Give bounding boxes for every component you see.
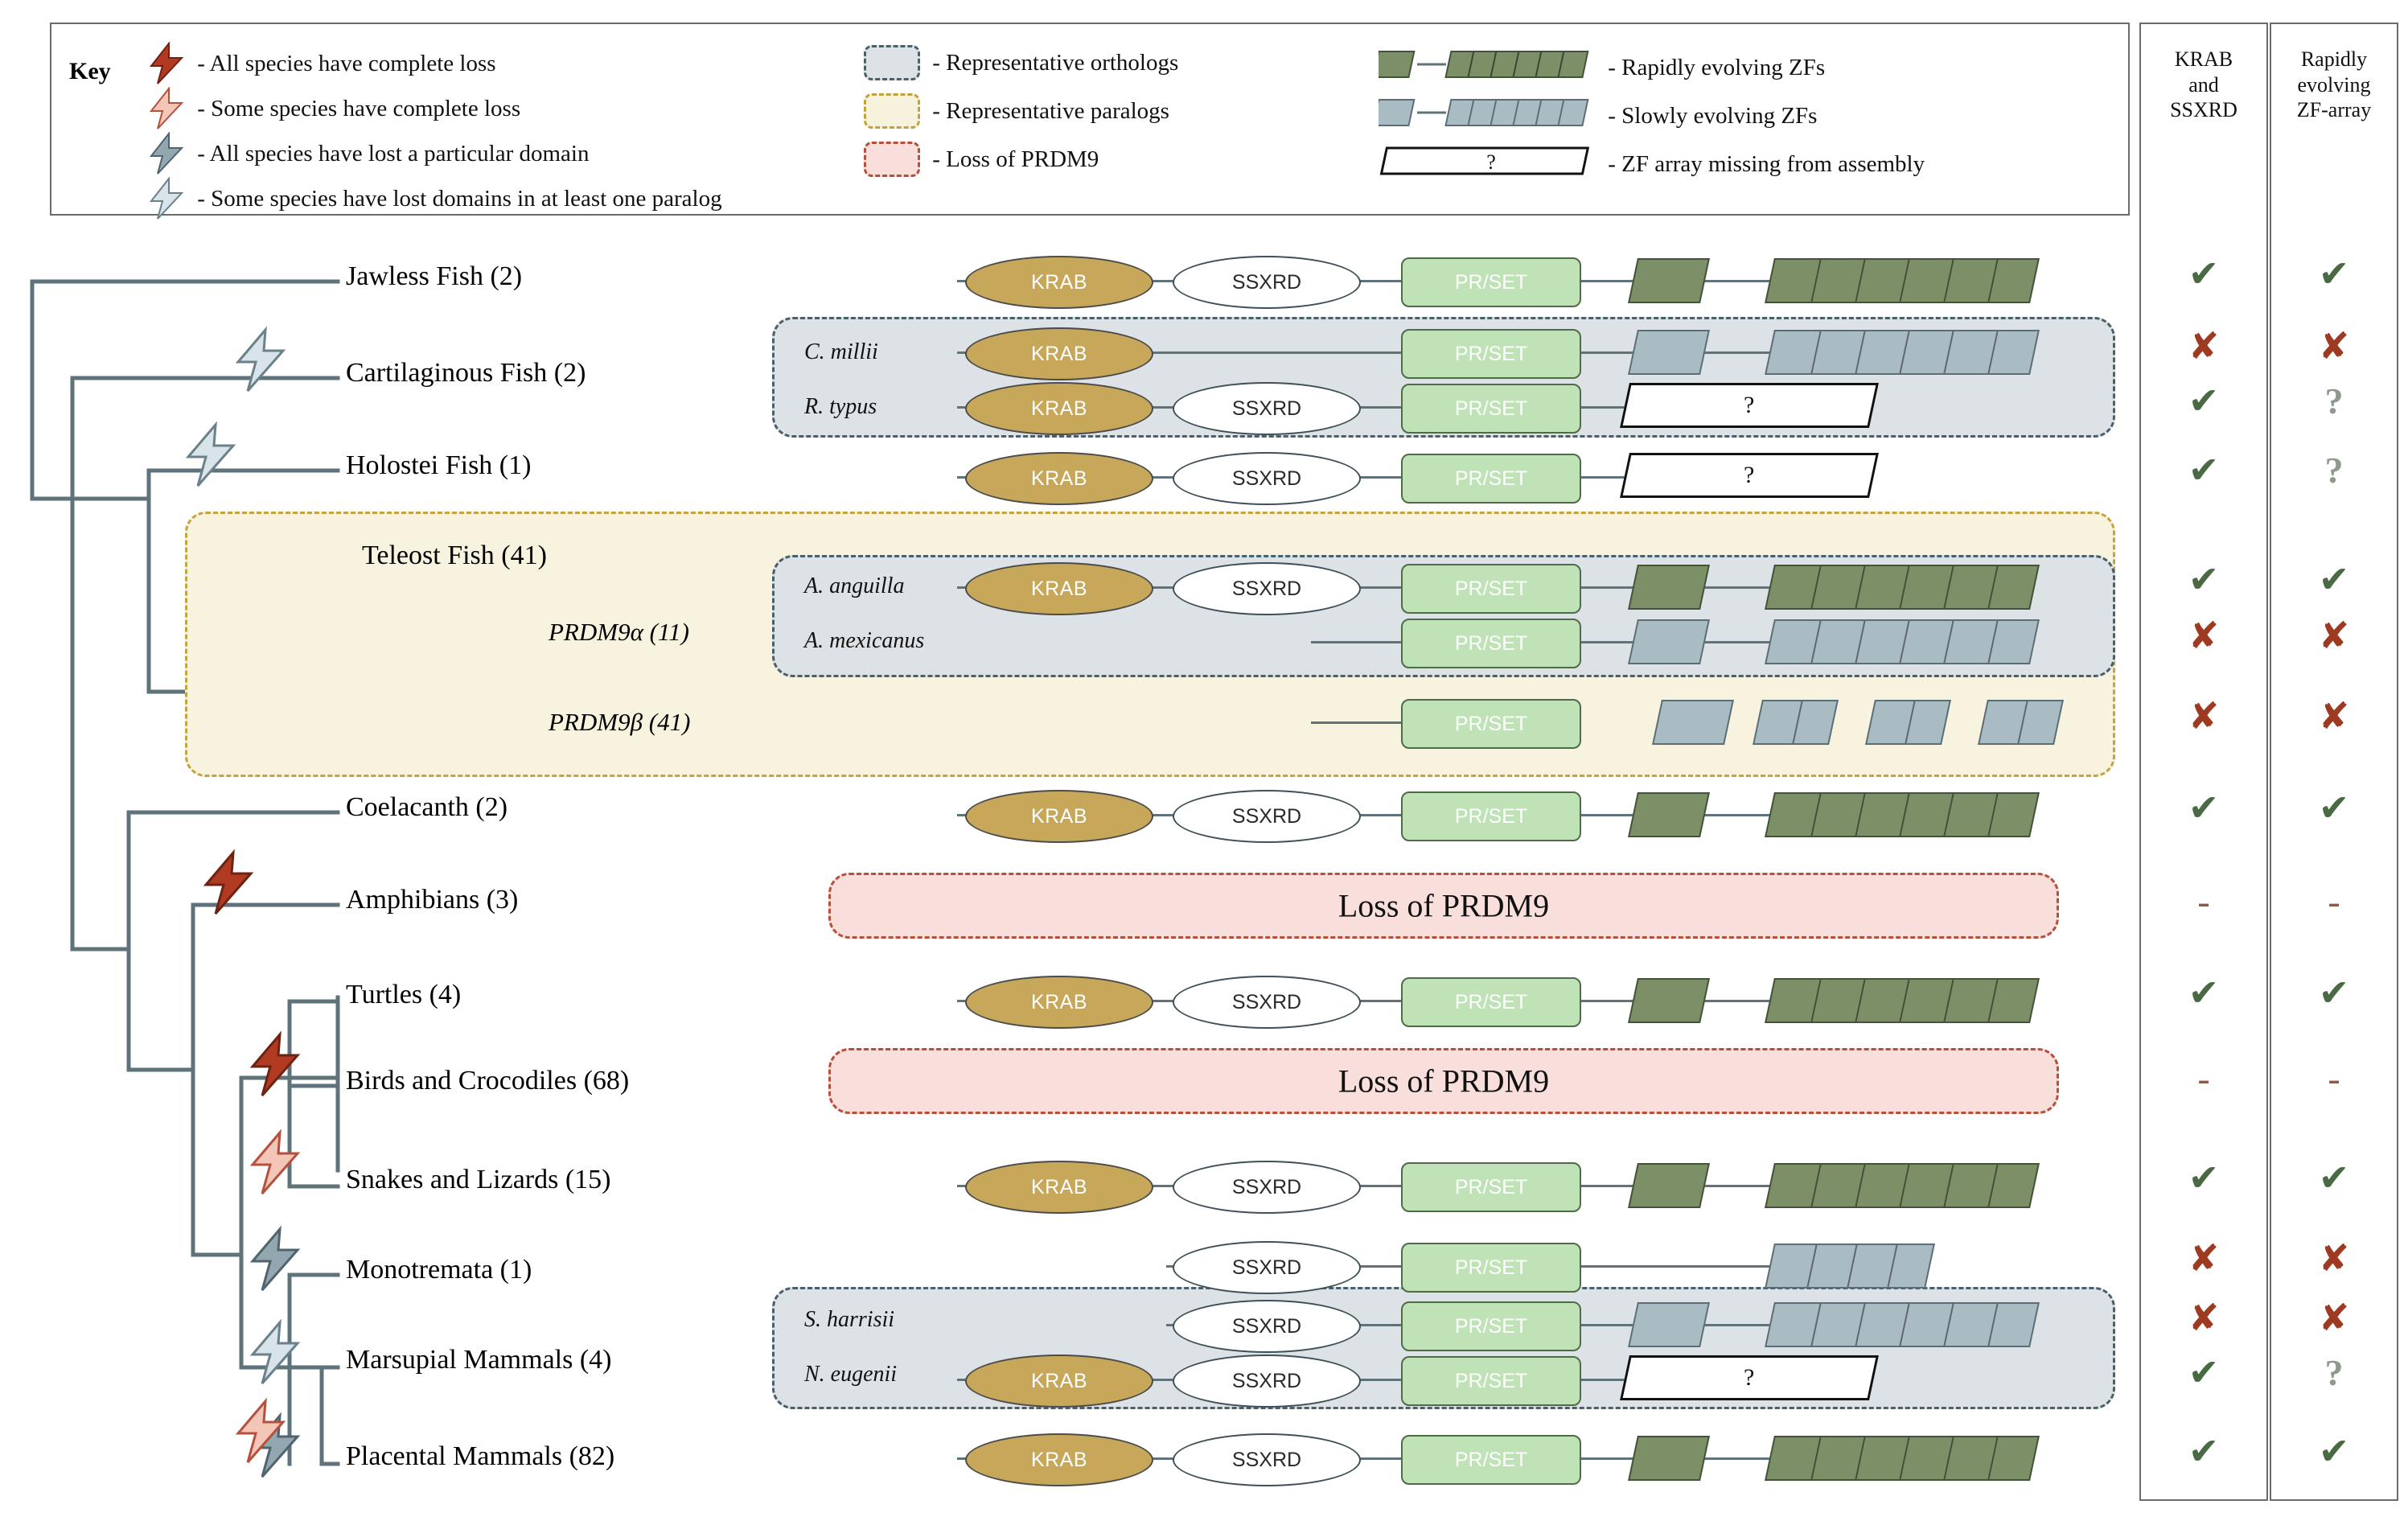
zf-array-slow bbox=[1765, 1302, 2040, 1347]
zf-array-slow bbox=[1765, 619, 2040, 664]
column-krab-ssxrd-header bbox=[2141, 24, 2266, 123]
key-item-all-complete-loss bbox=[148, 42, 496, 85]
column-header-line: KRAB bbox=[2174, 47, 2233, 71]
krab-domain: KRAB bbox=[965, 327, 1153, 380]
zf-block-fast bbox=[1628, 1436, 1710, 1481]
bolt-dark-red-icon bbox=[206, 853, 251, 914]
species-label-s-harrisii: S. harrisii bbox=[804, 1307, 895, 1332]
zf-block-fast bbox=[1628, 978, 1710, 1023]
mark-zf-prdm9b: ✘ bbox=[2318, 696, 2350, 737]
loss-banner-birds bbox=[828, 1048, 2059, 1114]
key-item-label: - Rapidly evolving ZFs bbox=[1608, 54, 1826, 80]
key-item-representative-paralogs bbox=[864, 93, 1169, 129]
zf-block-slow bbox=[1865, 700, 1951, 745]
loss-banner-text: Loss of PRDM9 bbox=[1338, 887, 1550, 924]
bolt-light-red-icon bbox=[253, 1133, 298, 1194]
svg-text:?: ? bbox=[1486, 150, 1496, 174]
swatch-orthologs-icon bbox=[864, 45, 920, 80]
zf-missing-icon bbox=[1379, 142, 1596, 187]
bolt-light-red-icon bbox=[148, 87, 185, 130]
zf-array-missing bbox=[1620, 1355, 1879, 1400]
mark-zf-amphibians: - bbox=[2328, 881, 2340, 922]
zf-block-fast bbox=[1628, 1163, 1710, 1208]
mark-zf-holostei: ? bbox=[2324, 450, 2344, 491]
mark-zf-r-typus: ? bbox=[2324, 380, 2344, 421]
key-item-loss-of-prdm9 bbox=[864, 142, 1099, 177]
krab-domain: KRAB bbox=[965, 562, 1153, 615]
column-header-line: ZF-array bbox=[2296, 98, 2372, 122]
krab-domain: KRAB bbox=[965, 382, 1153, 435]
key-item-representative-orthologs bbox=[864, 45, 1178, 80]
mark-zf-s-harrisii: ✘ bbox=[2318, 1297, 2350, 1338]
key-item-label: - All species have lost a particular domain bbox=[197, 140, 590, 166]
swatch-paralogs-icon bbox=[864, 93, 920, 129]
prset-domain: PR/SET bbox=[1401, 791, 1581, 841]
bolt-light-blue-icon bbox=[253, 1322, 298, 1383]
mark-zf-a-anguilla: ✔ bbox=[2318, 559, 2350, 600]
species-label-c-millii: C. millii bbox=[804, 339, 878, 364]
column-header-line: evolving bbox=[2297, 72, 2371, 97]
ssxrd-domain: SSXRD bbox=[1173, 790, 1361, 843]
zf-array-slow bbox=[1765, 1244, 1935, 1289]
domain-connector bbox=[1576, 1379, 1625, 1381]
zf-array-fast bbox=[1765, 792, 2040, 837]
key-item-label: - All species have complete loss bbox=[197, 50, 496, 76]
ssxrd-domain: SSXRD bbox=[1173, 1161, 1361, 1214]
taxon-label-prdm9-alpha: PRDM9α (11) bbox=[549, 618, 689, 646]
zf-array-fast bbox=[1765, 978, 2040, 1023]
zf-block-fast bbox=[1628, 792, 1710, 837]
key-item-label: - Some species have complete loss bbox=[197, 95, 521, 121]
bolt-dark-red-icon bbox=[253, 1034, 298, 1096]
taxon-label-amphibians: Amphibians (3) bbox=[346, 885, 519, 915]
zf-array-fast bbox=[1765, 565, 2040, 610]
prset-domain: PR/SET bbox=[1401, 454, 1581, 504]
mark-zf-snakes: ✔ bbox=[2318, 1157, 2350, 1198]
mark-krab-turtles: ✔ bbox=[2188, 972, 2220, 1013]
key-item-rapidly-evolving-zfs bbox=[1379, 45, 1825, 90]
mark-zf-monotremata: ✘ bbox=[2318, 1238, 2350, 1279]
loss-banner-amphibians bbox=[828, 873, 2059, 939]
bolt-light-blue-icon bbox=[238, 330, 283, 391]
zf-block-slow bbox=[1753, 700, 1839, 745]
swatch-loss-icon bbox=[864, 142, 920, 177]
mark-zf-placental: ✔ bbox=[2318, 1431, 2350, 1472]
key-item-label: - Loss of PRDM9 bbox=[932, 146, 1099, 172]
column-rapidly-evolving-zf-array bbox=[2270, 23, 2398, 1501]
key-item-zf-array-missing bbox=[1379, 142, 1925, 187]
zf-array-fast bbox=[1765, 1436, 2040, 1481]
mark-krab-a-anguilla: ✔ bbox=[2188, 559, 2220, 600]
prset-domain: PR/SET bbox=[1401, 1435, 1581, 1485]
ssxrd-domain: SSXRD bbox=[1173, 976, 1361, 1029]
zf-array-missing bbox=[1620, 453, 1879, 498]
zf-missing-label: ? bbox=[1744, 392, 1755, 418]
mark-zf-a-mexicanus: ✘ bbox=[2318, 615, 2350, 656]
prset-domain: PR/SET bbox=[1401, 1162, 1581, 1212]
mark-zf-jawless: ✔ bbox=[2318, 253, 2350, 294]
mark-krab-n-eugenii: ✔ bbox=[2188, 1352, 2220, 1393]
key-item-some-complete-loss bbox=[148, 87, 520, 130]
taxon-label-birds-crocodiles: Birds and Crocodiles (68) bbox=[346, 1066, 630, 1096]
taxon-label-prdm9-beta: PRDM9β (41) bbox=[549, 708, 691, 736]
key-item-label: - Some species have lost domains in at least one paralog bbox=[197, 185, 722, 212]
prset-domain: PR/SET bbox=[1401, 977, 1581, 1027]
zf-fast-icon bbox=[1379, 45, 1596, 90]
zf-block-slow bbox=[1628, 330, 1710, 375]
mark-krab-c-millii: ✘ bbox=[2188, 326, 2220, 367]
zf-slow-icon bbox=[1379, 93, 1596, 138]
mark-krab-placental: ✔ bbox=[2188, 1431, 2220, 1472]
column-header-line: and bbox=[2188, 72, 2219, 97]
species-label-n-eugenii: N. eugenii bbox=[804, 1362, 898, 1387]
prset-domain: PR/SET bbox=[1401, 257, 1581, 307]
zf-missing-label: ? bbox=[1744, 462, 1755, 488]
krab-domain: KRAB bbox=[965, 1355, 1153, 1408]
key-title: Key bbox=[69, 58, 111, 84]
krab-domain: KRAB bbox=[965, 1433, 1153, 1486]
domain-connector bbox=[1576, 476, 1625, 479]
zf-block-fast bbox=[1628, 258, 1710, 303]
mark-krab-r-typus: ✔ bbox=[2188, 380, 2220, 421]
zf-array-slow bbox=[1765, 330, 2040, 375]
prset-domain: PR/SET bbox=[1401, 1301, 1581, 1351]
mark-krab-holostei: ✔ bbox=[2188, 450, 2220, 491]
key-item-slowly-evolving-zfs bbox=[1379, 93, 1817, 138]
mark-krab-a-mexicanus: ✘ bbox=[2188, 615, 2220, 656]
taxon-label-marsupial-mammals: Marsupial Mammals (4) bbox=[346, 1345, 612, 1375]
bolt-dark-red-icon bbox=[148, 42, 185, 85]
column-header-line: SSXRD bbox=[2170, 98, 2237, 122]
taxon-label-turtles: Turtles (4) bbox=[346, 980, 462, 1009]
bolt-light-blue-icon bbox=[188, 425, 233, 486]
species-label-r-typus: R. typus bbox=[804, 394, 877, 419]
domain-connector bbox=[1576, 1265, 1777, 1268]
mark-krab-amphibians: - bbox=[2197, 881, 2210, 922]
column-zf-header bbox=[2271, 24, 2397, 123]
taxon-label-jawless-fish: Jawless Fish (2) bbox=[346, 261, 523, 291]
key-item-label: - ZF array missing from assembly bbox=[1608, 150, 1925, 177]
key-item-label: - Slowly evolving ZFs bbox=[1608, 102, 1818, 129]
mark-krab-birds: - bbox=[2197, 1058, 2210, 1099]
species-label-a-anguilla: A. anguilla bbox=[804, 573, 905, 598]
ssxrd-domain: SSXRD bbox=[1173, 452, 1361, 505]
loss-banner-text: Loss of PRDM9 bbox=[1338, 1063, 1550, 1100]
zf-block-fast bbox=[1628, 565, 1710, 610]
prset-domain: PR/SET bbox=[1401, 619, 1581, 668]
domain-connector bbox=[1576, 406, 1625, 409]
krab-domain: KRAB bbox=[965, 790, 1153, 843]
mark-krab-s-harrisii: ✘ bbox=[2188, 1297, 2220, 1338]
zf-block-slow bbox=[1978, 700, 2064, 745]
ssxrd-domain: SSXRD bbox=[1173, 256, 1361, 309]
key-item-label: - Representative paralogs bbox=[932, 97, 1169, 124]
taxon-label-placental-mammals: Placental Mammals (82) bbox=[346, 1441, 615, 1471]
zf-array-missing bbox=[1620, 383, 1879, 428]
zf-missing-label: ? bbox=[1744, 1364, 1755, 1391]
ssxrd-domain: SSXRD bbox=[1173, 382, 1361, 435]
zf-array-fast bbox=[1765, 258, 2040, 303]
taxon-label-holostei-fish: Holostei Fish (1) bbox=[346, 450, 532, 480]
key-item-label: - Representative orthologs bbox=[932, 49, 1179, 76]
ssxrd-domain: SSXRD bbox=[1173, 1433, 1361, 1486]
key-item-all-lost-domain bbox=[148, 132, 589, 175]
species-label-a-mexicanus: A. mexicanus bbox=[804, 628, 925, 653]
krab-domain: KRAB bbox=[965, 1161, 1153, 1214]
bolt-dark-blue-icon bbox=[253, 1229, 298, 1290]
mark-zf-coelacanth: ✔ bbox=[2318, 787, 2350, 828]
zf-block-slow bbox=[1628, 619, 1710, 664]
mark-zf-turtles: ✔ bbox=[2318, 972, 2350, 1013]
ssxrd-domain: SSXRD bbox=[1173, 1241, 1361, 1294]
mark-zf-c-millii: ✘ bbox=[2318, 326, 2350, 367]
bolt-dark-blue-icon bbox=[148, 132, 185, 175]
bolt-light-red-icon bbox=[238, 1401, 283, 1462]
mark-zf-birds: - bbox=[2328, 1058, 2340, 1099]
zf-block-slow bbox=[1628, 1302, 1710, 1347]
mark-zf-n-eugenii: ? bbox=[2324, 1352, 2344, 1393]
krab-domain: KRAB bbox=[965, 256, 1153, 309]
mark-krab-jawless: ✔ bbox=[2188, 253, 2220, 294]
prset-domain: PR/SET bbox=[1401, 1243, 1581, 1293]
zf-block-slow bbox=[1652, 700, 1734, 745]
bolt-light-blue-icon bbox=[148, 177, 185, 220]
prset-domain: PR/SET bbox=[1401, 329, 1581, 379]
krab-domain: KRAB bbox=[965, 452, 1153, 505]
key-legend-box bbox=[50, 23, 2130, 216]
ssxrd-domain: SSXRD bbox=[1173, 1355, 1361, 1408]
key-item-some-lost-domains bbox=[148, 177, 722, 220]
prset-domain: PR/SET bbox=[1401, 384, 1581, 434]
ssxrd-domain: SSXRD bbox=[1173, 1300, 1361, 1353]
krab-domain: KRAB bbox=[965, 976, 1153, 1029]
ssxrd-domain: SSXRD bbox=[1173, 562, 1361, 615]
prset-domain: PR/SET bbox=[1401, 699, 1581, 749]
zf-array-fast bbox=[1765, 1163, 2040, 1208]
bolt-dark-blue-icon bbox=[253, 1416, 298, 1477]
column-krab-ssxrd bbox=[2139, 23, 2268, 1501]
taxon-label-teleost-fish: Teleost Fish (41) bbox=[362, 541, 547, 570]
mark-krab-snakes: ✔ bbox=[2188, 1157, 2220, 1198]
taxon-label-snakes-lizards: Snakes and Lizards (15) bbox=[346, 1165, 611, 1194]
taxon-label-monotremata: Monotremata (1) bbox=[346, 1255, 532, 1285]
taxon-label-cartilaginous-fish: Cartilaginous Fish (2) bbox=[346, 358, 586, 388]
prset-domain: PR/SET bbox=[1401, 1356, 1581, 1406]
taxon-label-coelacanth: Coelacanth (2) bbox=[346, 792, 508, 822]
mark-krab-prdm9b: ✘ bbox=[2188, 696, 2220, 737]
mark-krab-coelacanth: ✔ bbox=[2188, 787, 2220, 828]
mark-krab-monotremata: ✘ bbox=[2188, 1238, 2220, 1279]
column-header-line: Rapidly bbox=[2300, 47, 2368, 71]
prset-domain: PR/SET bbox=[1401, 564, 1581, 614]
